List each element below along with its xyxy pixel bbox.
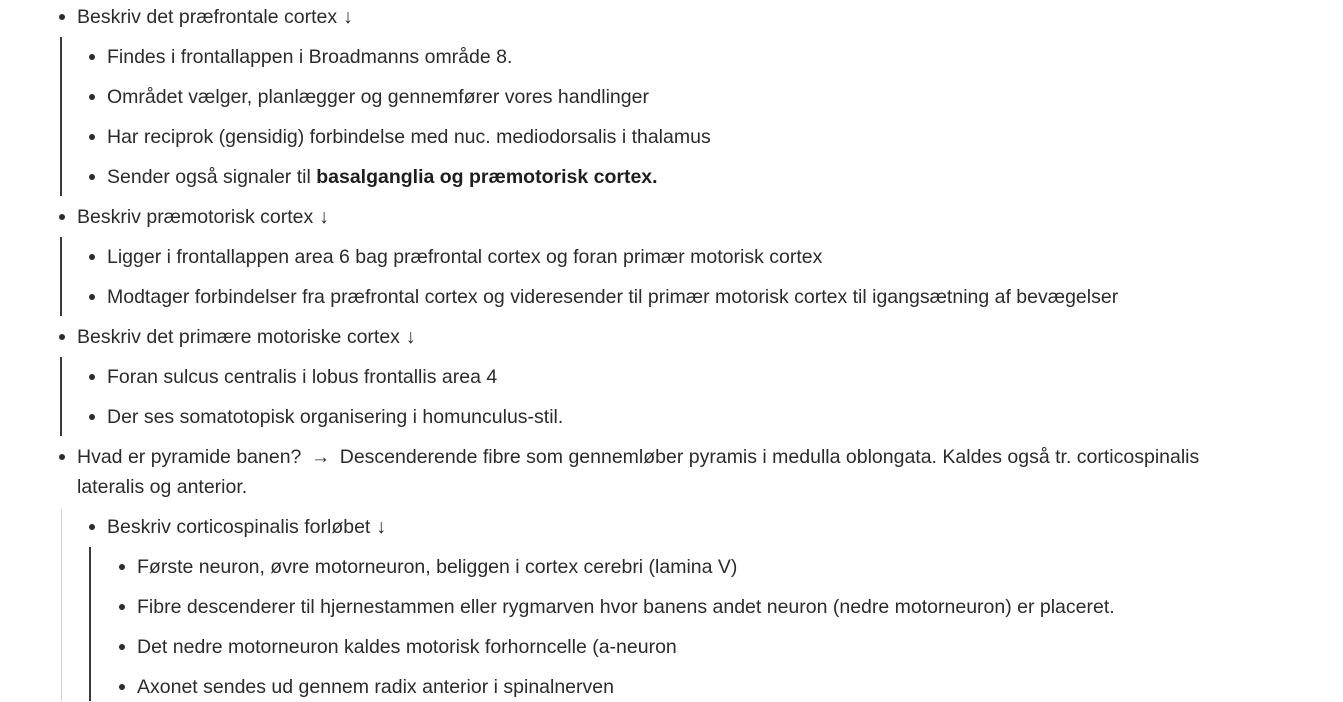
bullet bbox=[59, 214, 65, 220]
toggle-guide-line bbox=[60, 357, 62, 436]
question-text: Hvad er pyramide banen? bbox=[77, 446, 302, 468]
bullet bbox=[119, 644, 125, 650]
bullet bbox=[89, 54, 95, 60]
bullet bbox=[89, 254, 95, 260]
list-item: Modtager forbindelser fra præfrontal cortex og videresender til primær motorisk cortex til igangsætning af bevægelser bbox=[107, 286, 1119, 308]
toggle-guide-line bbox=[89, 547, 91, 701]
arrow-down-icon: ↓ bbox=[319, 206, 329, 228]
arrow-right-icon: → bbox=[310, 446, 331, 468]
list-item: Første neuron, øvre motorneuron, beliggen i cortex cerebri (lamina V) bbox=[137, 556, 738, 578]
list-item: Det nedre motorneuron kaldes motorisk forhorncelle (a-neuron bbox=[137, 636, 677, 658]
question-text: Beskriv corticospinalis forløbet bbox=[107, 516, 371, 538]
arrow-down-icon: ↓ bbox=[405, 326, 416, 348]
question-text: Beskriv det primære motoriske cortex bbox=[77, 326, 400, 348]
toggle-guide-line bbox=[61, 509, 62, 701]
arrow-down-icon: ↓ bbox=[343, 6, 353, 28]
toggle-question[interactable] bbox=[77, 442, 1199, 472]
list-item: Der ses somatotopisk organisering i homunculus-stil. bbox=[107, 406, 564, 428]
toggle-question[interactable] bbox=[107, 512, 386, 542]
list-item: Området vælger, planlægger og gennemfører vores handlinger bbox=[107, 86, 649, 108]
bullet bbox=[59, 454, 65, 460]
bullet bbox=[119, 604, 125, 610]
list-item: Har reciprok (gensidig) forbindelse med nuc. mediodorsalis i thalamus bbox=[107, 126, 711, 148]
bullet bbox=[89, 414, 95, 420]
list-item: Fibre descenderer til hjernestammen eller rygmarven hvor banens andet neuron (nedre motorneuron) er placeret. bbox=[137, 596, 1115, 618]
bullet bbox=[89, 294, 95, 300]
bold-text: basalganglia og præmotorisk cortex. bbox=[316, 166, 658, 188]
toggle-question[interactable] bbox=[77, 322, 416, 352]
bullet bbox=[89, 174, 95, 180]
answer-text: Descenderende fibre som gennemløber pyramis i medulla oblongata. Kaldes også tr. corticospinalis bbox=[339, 446, 1200, 468]
answer-continuation: lateralis og anterior. bbox=[77, 476, 248, 498]
toggle-question[interactable] bbox=[77, 202, 329, 232]
question-text: Beskriv det præfrontale cortex bbox=[77, 6, 338, 28]
list-item: Ligger i frontallappen area 6 bag præfrontal cortex og foran primær motorisk cortex bbox=[107, 246, 823, 268]
bullet bbox=[89, 524, 95, 530]
bullet bbox=[119, 564, 125, 570]
toggle-question[interactable] bbox=[77, 2, 353, 32]
bullet bbox=[59, 14, 65, 20]
list-item bbox=[107, 162, 658, 192]
bullet bbox=[89, 374, 95, 380]
bullet bbox=[59, 334, 65, 340]
toggle-guide-line bbox=[60, 37, 62, 196]
bullet bbox=[89, 134, 95, 140]
answer-text: Sender også signaler til bbox=[107, 166, 317, 188]
bullet bbox=[89, 94, 95, 100]
bullet bbox=[119, 684, 125, 690]
list-item: Axonet sendes ud gennem radix anterior i spinalnerven bbox=[137, 676, 614, 698]
list-item: Findes i frontallappen i Broadmanns område 8. bbox=[107, 46, 513, 68]
question-text: Beskriv præmotorisk cortex bbox=[77, 206, 314, 228]
arrow-down-icon: ↓ bbox=[376, 516, 387, 538]
list-item: Foran sulcus centralis i lobus frontallis area 4 bbox=[107, 366, 498, 388]
toggle-guide-line bbox=[60, 237, 62, 316]
